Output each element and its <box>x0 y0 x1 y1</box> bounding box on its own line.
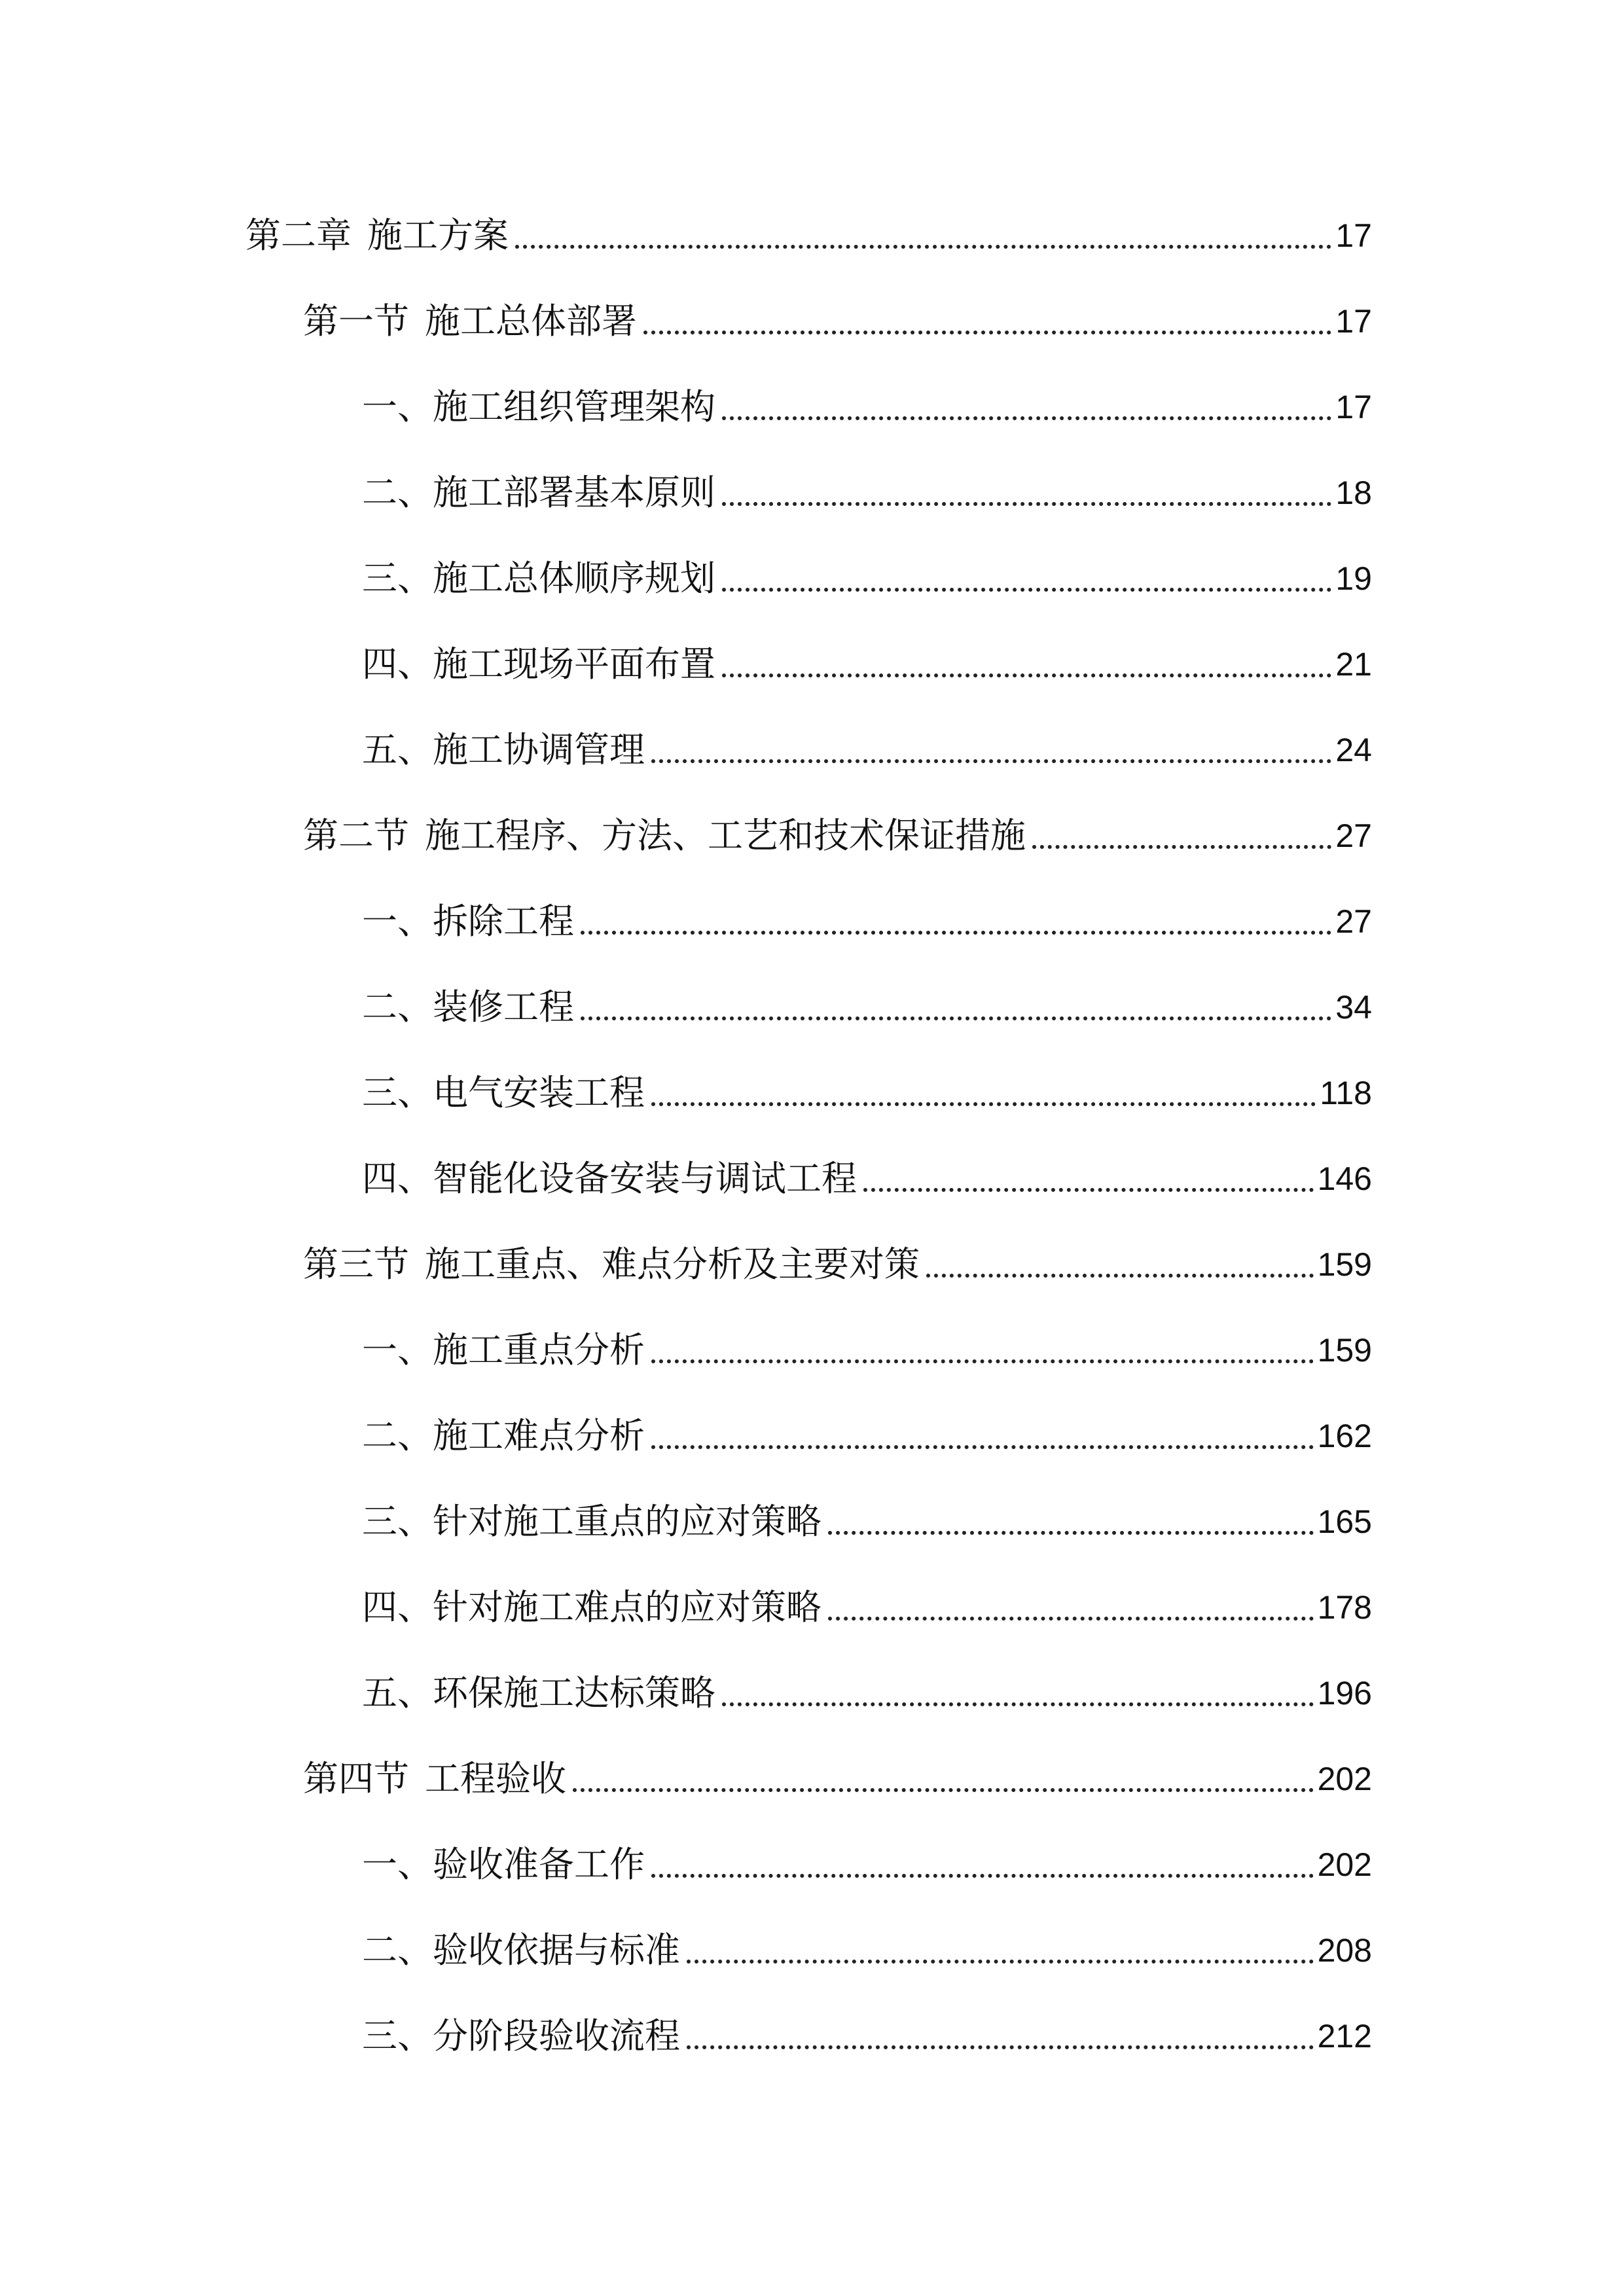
toc-entry-page: 202 <box>1317 1846 1372 1883</box>
toc-entry-item[interactable] <box>362 2010 1372 2062</box>
dot-leader <box>722 502 1331 506</box>
toc-entry-number: 第二章 <box>245 215 352 256</box>
toc-entry-page: 202 <box>1317 1761 1372 1797</box>
toc-entry-page: 165 <box>1317 1503 1372 1540</box>
dot-leader <box>828 1617 1314 1621</box>
toc-entry-section[interactable] <box>303 1238 1372 1291</box>
toc-entry-item[interactable] <box>362 1067 1372 1119</box>
dot-leader <box>722 673 1331 677</box>
dot-leader <box>651 1102 1316 1106</box>
toc-entry-page: 159 <box>1317 1332 1372 1369</box>
dot-leader <box>722 1702 1314 1706</box>
toc-entry-title: 二、装修工程 <box>362 986 574 1028</box>
toc-entry-title: 施工重点、难点分析及主要对策 <box>425 1244 920 1285</box>
dot-leader <box>651 1445 1314 1449</box>
toc-entry-item[interactable] <box>362 1496 1372 1548</box>
toc-entry-item[interactable] <box>362 1153 1372 1205</box>
toc-entry-title: 施工总体部署 <box>425 300 637 342</box>
toc-entry-page: 146 <box>1317 1160 1372 1197</box>
dot-leader <box>687 1960 1314 1964</box>
toc-entry-page: 196 <box>1317 1675 1372 1712</box>
dot-leader <box>1032 845 1331 849</box>
toc-entry-title: 二、施工难点分析 <box>362 1415 645 1456</box>
toc-entry-title: 二、施工部署基本原则 <box>362 472 715 513</box>
toc-entry-item[interactable] <box>362 467 1372 519</box>
toc-entry-page: 118 <box>1320 1075 1372 1111</box>
toc-entry-number: 第四节 <box>303 1758 409 1799</box>
toc-entry-title: 三、施工总体顺序规划 <box>362 558 715 599</box>
toc-entry-title: 一、验收准备工作 <box>362 1844 645 1885</box>
toc-entry-title: 四、智能化设备安装与调试工程 <box>362 1158 857 1199</box>
toc-entry-chapter[interactable] <box>245 209 1372 262</box>
toc-entry-item[interactable] <box>362 1667 1372 1719</box>
toc-entry-number: 第二节 <box>303 815 409 856</box>
toc-entry-item[interactable] <box>362 895 1372 948</box>
toc-entry-page: 27 <box>1335 817 1372 854</box>
dot-leader <box>722 416 1331 420</box>
toc-entry-page: 34 <box>1335 989 1372 1026</box>
toc-entry-item[interactable] <box>362 638 1372 691</box>
toc-entry-page: 159 <box>1317 1246 1372 1283</box>
dot-leader <box>581 931 1331 935</box>
toc-entry-title: 四、施工现场平面布置 <box>362 643 715 685</box>
dot-leader <box>651 1874 1314 1878</box>
toc-entry-page: 162 <box>1317 1418 1372 1454</box>
toc-entry-page: 24 <box>1335 732 1372 768</box>
dot-leader <box>515 245 1331 249</box>
toc-entry-page: 212 <box>1317 2018 1372 2054</box>
toc-entry-title: 五、环保施工达标策略 <box>362 1672 715 1713</box>
toc-entry-title: 一、施工组织管理架构 <box>362 386 715 427</box>
toc-entry-item[interactable] <box>362 1324 1372 1376</box>
dot-leader <box>573 1788 1314 1792</box>
toc-entry-title: 一、拆除工程 <box>362 901 574 942</box>
toc-entry-item[interactable] <box>362 1581 1372 1634</box>
toc-entry-number: 第一节 <box>303 300 409 342</box>
toc-entry-title: 二、验收依据与标准 <box>362 1929 680 1971</box>
dot-leader <box>828 1531 1314 1535</box>
toc-entry-title: 三、分阶段验收流程 <box>362 2015 680 2056</box>
toc-entry-title: 五、施工协调管理 <box>362 729 645 770</box>
toc-entry-section[interactable] <box>303 295 1372 348</box>
toc-entry-item[interactable] <box>362 981 1372 1033</box>
toc-entry-item[interactable] <box>362 1839 1372 1891</box>
toc-entry-section[interactable] <box>303 1753 1372 1805</box>
toc-entry-page: 21 <box>1335 646 1372 683</box>
toc-entry-title: 施工方案 <box>367 215 509 256</box>
dot-leader <box>722 588 1331 592</box>
dot-leader <box>651 759 1331 763</box>
toc-entry-title: 三、针对施工重点的应对策略 <box>362 1501 821 1542</box>
toc-entry-item[interactable] <box>362 552 1372 605</box>
toc-entry-number: 第三节 <box>303 1244 409 1285</box>
toc-entry-page: 208 <box>1317 1932 1372 1969</box>
toc-entry-page: 18 <box>1335 475 1372 511</box>
dot-leader <box>863 1188 1314 1192</box>
toc-entry-item[interactable] <box>362 381 1372 433</box>
toc-entry-item[interactable] <box>362 1410 1372 1462</box>
toc-entry-page: 17 <box>1335 389 1372 425</box>
dot-leader <box>651 1359 1314 1363</box>
dot-leader <box>926 1274 1314 1278</box>
toc-entry-page: 17 <box>1335 217 1372 254</box>
toc-entry-page: 19 <box>1335 560 1372 597</box>
toc-entry-title: 一、施工重点分析 <box>362 1329 645 1371</box>
toc-entry-item[interactable] <box>362 724 1372 776</box>
toc-entry-section[interactable] <box>303 810 1372 862</box>
toc-entry-item[interactable] <box>362 1924 1372 1977</box>
toc-entry-page: 17 <box>1335 303 1372 340</box>
toc-entry-page: 178 <box>1317 1589 1372 1626</box>
toc-entry-title: 施工程序、方法、工艺和技术保证措施 <box>425 815 1026 856</box>
toc-entry-title: 工程验收 <box>425 1758 566 1799</box>
toc-entry-page: 27 <box>1335 903 1372 940</box>
dot-leader <box>687 2045 1314 2049</box>
toc-entry-title: 四、针对施工难点的应对策略 <box>362 1587 821 1628</box>
dot-leader <box>643 331 1331 334</box>
dot-leader <box>581 1016 1331 1020</box>
toc-entry-title: 三、电气安装工程 <box>362 1072 645 1113</box>
